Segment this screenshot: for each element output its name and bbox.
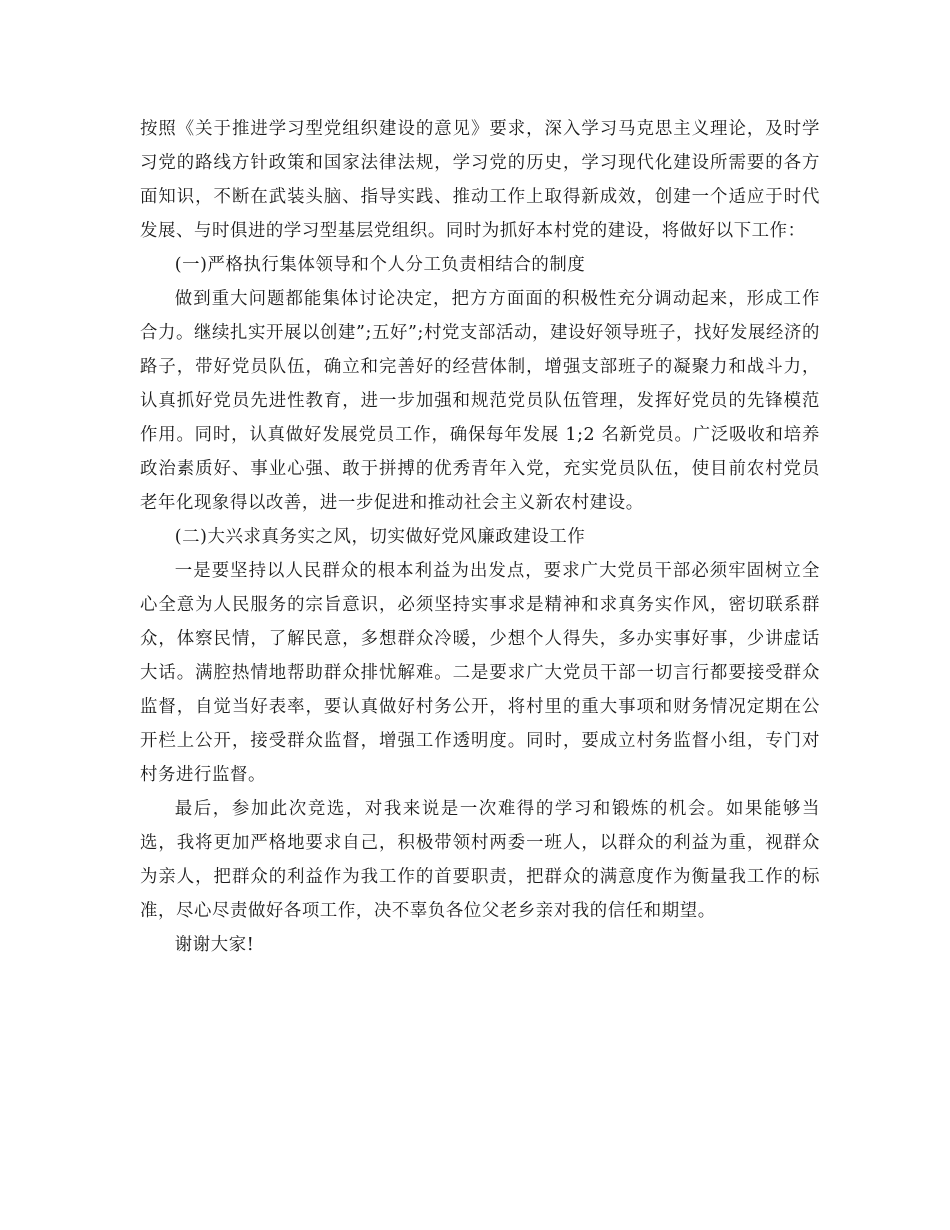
paragraph-closing: 最后，参加此次竞选，对我来说是一次难得的学习和锻炼的机会。如果能够当选，我将更加严格地要求自己，积极带领村两委一班人，以群众的利益为重，视群众为亲人，把群众的利益作为我工作的首要职责，把群众的满意度作为衡量我工作的标准，尽心尽责做好各项工作，决不辜负各位父老乡亲对我的信任和期望。 [140,799,820,921]
section-heading-1: (一)严格执行集体领导和个人分工负责相结合的制度 [174,255,586,275]
section-heading-2: (二)大兴求真务实之风，切实做好党风廉政建设工作 [174,527,586,547]
paragraph-section-2: 一是要坚持以人民群众的根本利益为出发点，要求广大党员干部必须牢固树立全心全意为人民服务的宗旨意识，必须坚持实事求是精神和求真务实作风，密切联系群众，体察民情，了解民意，多想群众冷暖，少想个人得失，多办实事好事，少讲虚话大话。满腔热情地帮助群众排忧解难。二是要求广大党员干部一切言行都要接受群众监督，自觉当好表率，要认真做好村务公开，将村里的重大事项和财务情况定期在公开栏上公开，接受群众监督，增强工作透明度。同时，要成立村务监督小组，专门对村务进行监督。 [140,561,820,785]
paragraph-intro: 按照《关于推进学习型党组织建设的意见》要求，深入学习马克思主义理论，及时学习党的路线方针政策和国家法律法规，学习党的历史，学习现代化建设所需要的各方面知识，不断在武装头脑、指导实践、推动工作上取得新成效，创建一个适应于时代发展、与时俱进的学习型基层党组织。同时为抓好本村党的建设，将做好以下工作： [140,119,820,241]
paragraph-section-1: 做到重大问题都能集体讨论决定，把方方面面的积极性充分调动起来，形成工作合力。继续扎实开展以创建”;五好”;村党支部活动，建设好领导班子，找好发展经济的路子，带好党员队伍，确立和完善好的经营体制，增强支部班子的凝聚力和战斗力，认真抓好党员先进性教育，进一步加强和规范党员队伍管理，发挥好党员的先锋模范作用。同时，认真做好发展党员工作，确保每年发展 1;2 名新党员。广泛吸收和培养政治素质好、事业心强、敢于拼搏的优秀青年入党，充实党员队伍，使目前农村党员老年化现象得以改善，进一步促进和推动社会主义新农村建设。 [140,289,820,513]
document-body [140,112,820,962]
paragraph-thanks: 谢谢大家! [174,935,255,955]
